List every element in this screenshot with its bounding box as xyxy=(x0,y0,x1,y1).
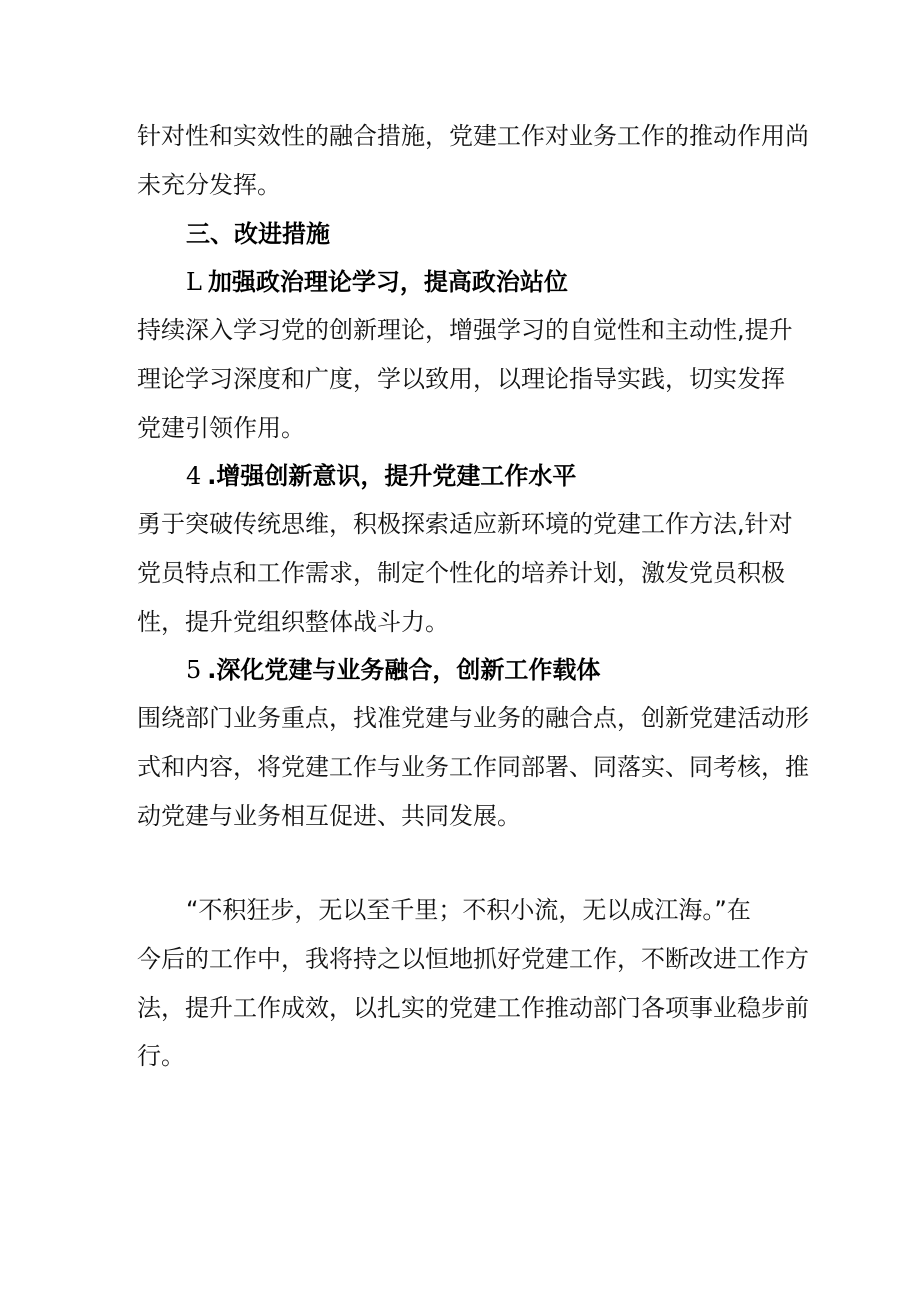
paragraph-line: 围绕部门业务重点，找准党建与业务的融合点，创新党建活动形 xyxy=(137,704,809,732)
item-number: 5 xyxy=(186,656,202,684)
paragraph-line: 理论学习深度和广度，学以致用，以理论指导实践，切实发挥 xyxy=(137,365,785,393)
paragraph-line: 式和内容，将党建工作与业务工作同部署、同落实、同考核，推 xyxy=(137,753,809,781)
item-title: .深化党建与业务融合，创新工作载体 xyxy=(207,656,601,684)
item-heading-1 xyxy=(186,268,568,296)
conclusion-line: 法，提升工作成效，以扎实的党建工作推动部门各项事业稳步前 xyxy=(137,994,809,1022)
conclusion-line: “不积狂步，无以至千里；不积小流，无以成江海。”在 xyxy=(186,896,751,924)
item-title: 加强政治理论学习，提高政治站位 xyxy=(207,268,568,296)
paragraph-line: 党员特点和工作需求，制定个性化的培养计划，激发党员积极 xyxy=(137,559,785,587)
paragraph-line: 党建引领作用。 xyxy=(137,414,305,442)
item-heading-3 xyxy=(186,656,600,684)
paragraph-line: 勇于突破传统思维，积极探索适应新环境的党建工作方法,针对 xyxy=(137,510,793,538)
section-heading: 三、改进措施 xyxy=(186,220,330,248)
conclusion-line: 行。 xyxy=(137,1042,185,1070)
item-number: L xyxy=(186,268,202,296)
paragraph-line: 未充分发挥。 xyxy=(137,171,281,199)
paragraph-line: 针对性和实效性的融合措施，党建工作对业务工作的推动作用尚 xyxy=(137,122,809,150)
item-number: 4 xyxy=(186,462,202,490)
item-heading-2 xyxy=(186,462,576,490)
paragraph-line: 性，提升党组织整体战斗力。 xyxy=(137,608,449,636)
conclusion-line: 今后的工作中，我将持之以恒地抓好党建工作，不断改进工作方 xyxy=(137,945,809,973)
item-title: .增强创新意识，提升党建工作水平 xyxy=(207,462,577,490)
paragraph-line: 动党建与业务相互促进、共同发展。 xyxy=(137,802,521,830)
paragraph-line: 持续深入学习党的创新理论，增强学习的自觉性和主动性,提升 xyxy=(137,316,793,344)
